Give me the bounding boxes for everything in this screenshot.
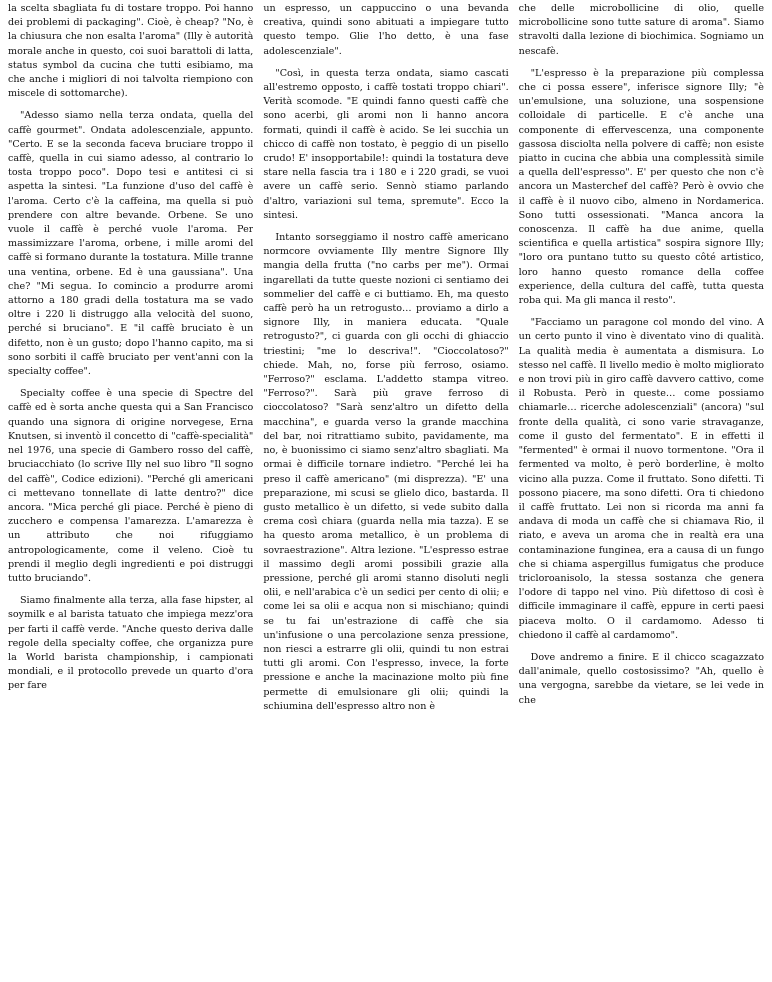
paragraph: Siamo finalmente alla terza, alla fase hipster, al soymilk e al barista tatuato che impiega mezz'ora per farti il caffè verde. "Anche questo deriva dalle regole della specialty coffee, che organizza pure la World barista championship, i campionati mondiali, e il protocollo prevede un quarto d'ora per fare	[8, 595, 254, 692]
paragraph: "L'espresso è la preparazione più complessa che ci possa essere", inferisce signore Illy; "è un'emulsione, una soluzione, una sospensione colloidale di particelle. E c'è anche una componente di effervescenza, una componente gassosa disciolta nella polvere di caffè; non esiste piatto in cucina che abbia una complessità simile a quella dell'espresso". E' per questo che non c'è ancora un Masterchef del caffè? Però è ovvio che il caffè è il nuovo cibo, almeno in Nordamerica. Sono tutti ossessionati. "Manca ancora la conoscenza. Il caffè ha due anime, quella scientifica e quella artistica" sospira signore Illy; "loro ora puntano tutto su questo côté artistico, loro hanno questo romance della coffee experience, della cultura del caffè, tutta questa roba qui. Ma gli manca il resto".	[518, 67, 764, 307]
text-column-2	[263, 2, 508, 982]
paragraph: Specialty coffee è una specie di Spectre del caffè ed è sorta anche questa qui a San Francisco quando una signora di origine norvegese, Erna Knutsen, si inventò il concetto di "caffè-specialità" nel 1976, una specie di Gambero rosso del caffè, bruciacchiato (lo scrive Illy nel suo libro "Il sogno del caffè", Codice edizioni). "Perché gli americani ci mettevano tonnellate di latte dentro?" dice ancora. "Mica perché gli piace. Perché è pieno di zucchero e compensa l'amarezza. L'amarezza è un attributo che noi rifuggiamo antropologicamente, come il veleno. Cioè tu prendi il meglio degli ingredienti e poi distruggi tutto bruciando".	[8, 388, 254, 584]
paragraph: Intanto sorseggiamo il nostro caffè americano normcore ovviamente Illy mentre Signore Illy mangia della frutta ("no carbs per me"). Ormai ingarellati da tutte queste nozioni ci sentiamo dei sommelier del caffè e ci buttiamo. Eh, ma questo caffè però ha un retrogusto… proviamo a dirlo a signore Illy, in maniera educata. "Quale retrogusto?", ci guarda con gli occhi di ghiaccio triestini; "me lo descriva!". "Cioccolatoso?" chiede. Mah, no, forse più ferroso, osiamo. "Ferroso?" esclama. L'addetto stampa vitreo. "Ferroso?". Sarà più grave ferroso di cioccolatoso? "Sarà senz'altro un difetto della macchina", e guarda verso la grande macchina del bar, noi ritrattiamo subito, pavidamente, ma no, è buonissimo ci siamo senz'altro sbagliati. Ma ormai è difficile tornare indietro. "Perché lei ha preso il caffè americano" (mi disprezza). "E' una preparazione, mi scusi se glielo dico, bastarda. Il gusto metallico è un difetto, si vede subito dalla crema così chiara (guarda nella mia tazza). E se ha questo aroma metallico, è un problema di sovraestrazione". Altra lezione. "L'espresso estrae il massimo degli aromi possibili grazie alla pressione, perché gli aromi stanno disoluti negli olii, e nell'arabica c'è un sedici per cento di olii; e come lei sa olii e acqua non si mischiano; quindi se tu fai un'estrazione di caffè che sia un'infusione o una percolazione senza pressione, non riesci a estrarre gli olii, quindi tu non estrai tutti gli aromi. Con l'espresso, invece, la forte pressione e anche la macinazione molto più fine permette di emulsionare gli olii; quindi la schiumina dell'espresso altro non è	[263, 232, 509, 712]
text-column-1	[8, 2, 253, 982]
paragraph: "Facciamo un paragone col mondo del vino. A un certo punto il vino è diventato vino di qualità. La qualità media è aumentata a dismisura. Lo stesso nel caffè. Il livello medio è molto migliorato e non trovi più in giro caffè davvero cattivo, come il Robusta. Però in queste… come possiamo chiamarle… ricerche adolescenziali" (ancora) "sul fronte della qualità, ci sono varie stravaganze, come il gusto del fermentato". E in effetti il "fermented" è ormai il nuovo tormentone. "Ora il fermented va molto, è però borderline, è molto vicino alla puzza. Come il fruttato. Sono difetti. Ti possono piacere, ma sono difetti. Ora ti chiedono il caffè fruttato. Lei non si ricorda ma anni fa andava di moda un caffè che si chiamava Rio, il riato, e aveva un aroma che in realtà era una contaminazione funginea, era a causa di un fungo che si chiama aspergillus fumigatus che produce tricloroanisolo, la stessa sostanza che genera l'odore di tappo nel vino. Più difettoso di così è difficile immaginare il caffè, eppure in certi paesi piaceva molto. O il cardamomo. Adesso ti chiedono il caffè al cardamomo".	[518, 317, 764, 641]
paragraph: un espresso, un cappuccino o una bevanda creativa, quindi sono abituati a impiegare tutto questo tempo. Glie l'ho detto, è una fase adolescenziale".	[263, 3, 509, 57]
paragraph: "Così, in questa terza ondata, siamo cascati all'estremo opposto, i caffè tostati troppo chiari". Verità scomode. "E quindi fanno questi caffè che sono acerbi, gli aromi non li hanno ancora formati, quindi il caffè è acido. Se lei succhia un chicco di caffè non tostato, è peggio di un pisello crudo! E' insopportabile!: quindi la tostatura deve stare nella fascia tra i 180 e i 220 gradi, se vuoi avere un caffè serio. Sennò stiamo parlando d'altro, variazioni sul tema, spremute". Ecco la sintesi.	[263, 67, 509, 221]
paragraph: Dove andremo a finire. E il chicco scagazzato dall'animale, quello costosissimo? "Ah, quello è una vergogna, sarebbe da vietare, se lei vede in che	[518, 651, 764, 706]
paragraph: "Adesso siamo nella terza ondata, quella del caffè gourmet". Ondata adolescenziale, appunto. "Certo. E se la seconda faceva bruciare troppo il caffè, quella in cui siamo adesso, al contrario lo tosta troppo poco". Dopo tesi e antitesi ci si aspetta la sintesi. "La funzione d'uso del caffè è l'aroma. Certo c'è la caffeina, ma quella si può prendere con altre bevande. Orbene. Se uno vuole il caffè è perché vuole l'aroma. Per massimizzare l'aroma, orbene, i mille aromi del caffè si formano durante la tostatura. Mille tranne una ventina, orbene. Ed è una gaussiana". Una che? "Mi segua. Io comincio a produrre aromi attorno a 180 gradi della tostatura ma se vado oltre i 220 li distruggo alla velocità del suono, perché si bruciano". E "il caffè bruciato è un difetto, non è un gusto; dopo l'hanno capito, ma si sono sorbiti il caffè bruciato per vent'anni con la specialty coffee".	[8, 110, 254, 378]
text-column-3	[519, 2, 764, 982]
paragraph: la scelta sbagliata fu di tostare troppo. Poi hanno dei problemi di packaging". Cioè, è cheap? "No, è la chiusura che non esalta l'aroma" (Illy è autorità morale anche in questo, coi suoi barattoli di latta, status symbol da cucina che tutti esibiamo, ma che anche i migliori di noi talvolta riempiono con miscele di sottomarche).	[8, 3, 254, 100]
paragraph: che delle microbollicine di olio, quelle microbollicine sono tutte sature di aroma". Siamo stravolti dalla lezione di biochimica. Sogniamo un nescafè.	[518, 3, 764, 57]
